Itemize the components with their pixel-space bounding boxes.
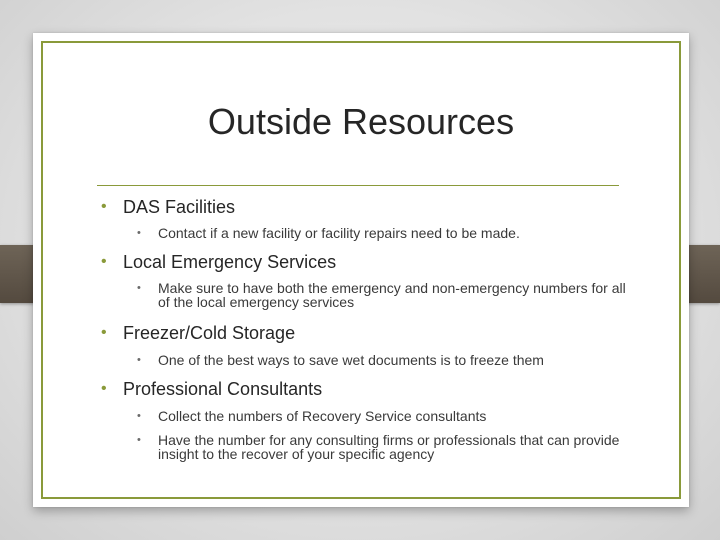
bullet-heading: Local Emergency Services	[123, 252, 337, 272]
sub-bullet	[101, 409, 641, 423]
bullet-das-facilities	[101, 196, 641, 218]
title-divider	[97, 185, 619, 186]
bullet-professional-consultants	[101, 378, 641, 400]
bullet-dot-icon: •	[101, 253, 107, 270]
sub-bullet-dot-icon: •	[137, 282, 141, 294]
sub-bullet	[101, 281, 641, 309]
bullet-dot-icon: •	[101, 198, 107, 215]
bullet-list	[101, 195, 641, 462]
bullet-dot-icon: •	[101, 324, 107, 341]
sub-bullet-dot-icon: •	[137, 354, 141, 366]
sub-bullet	[101, 353, 641, 367]
sub-bullet-text: Have the number for any consulting firms or professionals that can provide insight to the recover of your specific agency	[158, 432, 620, 462]
sub-bullet-text: Make sure to have both the emergency and non-emergency numbers for all of the local emergency services	[158, 280, 626, 310]
bullet-heading: Professional Consultants	[123, 379, 323, 399]
slide-card	[33, 33, 689, 507]
sub-bullet-text: Contact if a new facility or facility repairs need to be made.	[158, 225, 520, 241]
sub-bullet	[101, 226, 641, 240]
sub-bullet	[101, 433, 641, 461]
sub-bullet-dot-icon: •	[137, 227, 141, 239]
sub-bullet-text: Collect the numbers of Recovery Service consultants	[158, 408, 487, 424]
sub-bullet-dot-icon: •	[137, 434, 141, 446]
sub-bullet-text: One of the best ways to save wet documents is to freeze them	[158, 352, 544, 368]
bullet-freezer-cold-storage	[101, 322, 641, 344]
bullet-local-emergency-services	[101, 251, 641, 273]
slide-title: Outside Resources	[207, 101, 515, 142]
sub-bullet-dot-icon: •	[137, 410, 141, 422]
bullet-heading: DAS Facilities	[123, 197, 236, 217]
bullet-dot-icon: •	[101, 380, 107, 397]
bullet-heading: Freezer/Cold Storage	[123, 323, 296, 343]
